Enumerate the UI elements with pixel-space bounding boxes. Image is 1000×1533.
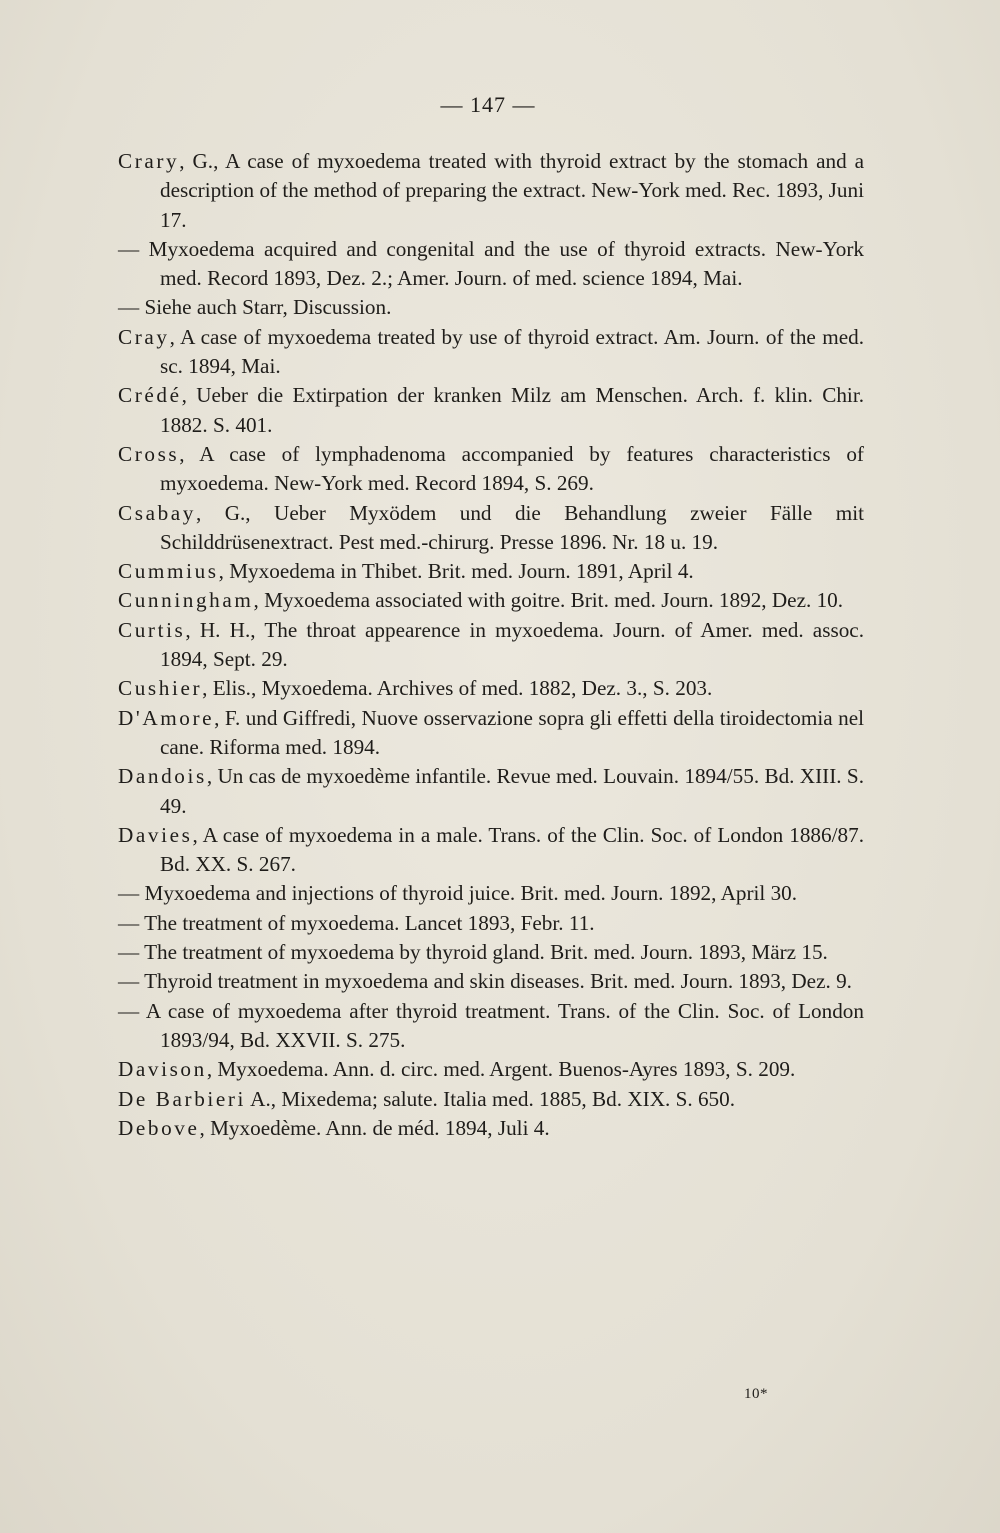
entry-text: The treatment of myxoedema by thyroid gland. Brit. med. Journ. 1893, März 15.	[139, 940, 828, 965]
bibliography-entry	[118, 674, 864, 703]
entry-text: , Un cas de myxoedème infantile. Revue med. Louvain. 1894/55. Bd. XIII. S. 49.	[160, 764, 864, 818]
bibliography-entry	[118, 323, 864, 382]
bibliography-entry	[118, 499, 864, 558]
entry-text: , A case of myxoedema in a male. Trans. of the Clin. Soc. of London 1886/87. Bd. XX. S. 267.	[160, 822, 864, 877]
bibliography-entry	[118, 879, 864, 908]
entry-author: Davison	[118, 1057, 207, 1082]
entry-author: De Barbieri	[118, 1086, 247, 1111]
bibliography-entry	[118, 1085, 864, 1114]
bibliography-entry	[118, 147, 864, 235]
entry-text: Myxoedema acquired and congenital and the use of thyroid extracts. New-York med. Record 1893, Dez. 2.; Amer. Journ. of med. science 1894, Mai.	[139, 236, 864, 291]
entry-text: , A case of myxoedema treated by use of thyroid extract. Am. Journ. of the med. sc. 1894, Mai.	[160, 324, 864, 379]
entry-text: Thyroid treatment in myxoedema and skin diseases. Brit. med. Journ. 1893, Dez. 9.	[139, 969, 852, 994]
bibliography-entry	[118, 1055, 864, 1084]
signature-mark: 10*	[744, 1386, 768, 1402]
entry-text: , Elis., Myxoedema. Archives of med. 1882, Dez. 3., S. 203.	[202, 676, 713, 701]
entry-text: , Myxoedema. Ann. d. circ. med. Argent. Buenos-Ayres 1893, S. 209.	[206, 1057, 796, 1082]
entry-text: , Ueber die Extirpation der kranken Milz am Menschen. Arch. f. klin. Chir. 1882. S. 401.	[160, 383, 864, 437]
bibliography-entry	[118, 704, 864, 763]
entry-text: , F. und Giffredi, Nuove osservazione sopra gli effetti della tiroidectomia nel cane. Riforma med. 1894.	[160, 705, 864, 759]
bibliography-entry	[118, 821, 864, 880]
entry-author: Crary	[118, 149, 180, 173]
entry-author: Csabay	[118, 500, 196, 525]
bibliography-entry	[118, 997, 864, 1056]
bibliography-entry	[118, 967, 864, 996]
bibliography-entry	[118, 1114, 864, 1143]
entry-text: A case of myxoedema after thyroid treatment. Trans. of the Clin. Soc. of London 1893/94, Bd. XXVII. S. 275.	[139, 998, 864, 1052]
entry-author: —	[118, 969, 140, 994]
entry-text: , H. H., The throat appearence in myxoedema. Journ. of Amer. med. assoc. 1894, Sept. 29.	[160, 617, 864, 672]
page-number: — 147 —	[440, 92, 536, 117]
entry-author: Cross	[118, 441, 180, 466]
bibliography-entry	[118, 762, 864, 821]
entry-author: —	[118, 881, 140, 906]
entry-text: Myxoedema and injections of thyroid juice. Brit. med. Journ. 1892, April 30.	[139, 881, 798, 906]
bibliography-entry	[118, 381, 864, 440]
entry-text: , G., A case of myxoedema treated with thyroid extract by the stomach and a description of the method of preparing the extract. New-York med. Rec. 1893, Juni 17.	[160, 149, 864, 232]
entry-author: D'Amore	[118, 705, 215, 730]
bibliography-entry	[118, 440, 864, 499]
entry-author: Cray	[118, 324, 170, 349]
bibliography-entry	[118, 909, 864, 938]
entry-author: Crédé	[118, 383, 182, 408]
bibliography-entry	[118, 235, 864, 294]
entry-text: , A case of lymphadenoma accompanied by features characteristics of myxoedema. New-York med. Record 1894, S. 269.	[160, 441, 864, 496]
entry-text: , Myxoedème. Ann. de méd. 1894, Juli 4.	[199, 1115, 550, 1140]
bibliography-list	[118, 147, 864, 1143]
entry-author: —	[118, 236, 140, 261]
entry-author: —	[118, 998, 140, 1023]
entry-author: Cushier	[118, 676, 203, 701]
entry-author: —	[118, 940, 140, 965]
bibliography-entry	[118, 938, 864, 967]
entry-author: Cummius	[118, 559, 219, 584]
entry-text: , Myxoedema associated with goitre. Brit. med. Journ. 1892, Dez. 10.	[253, 588, 844, 613]
entry-author: —	[118, 910, 140, 935]
entry-author: Davies	[118, 822, 193, 847]
bibliography-entry	[118, 293, 864, 322]
bibliography-entry	[118, 586, 864, 615]
entry-author: Cunningham	[118, 588, 254, 613]
entry-text: , Myxoedema in Thibet. Brit. med. Journ. 1891, April 4.	[218, 559, 694, 584]
entry-text: A., Mixedema; salute. Italia med. 1885, Bd. XIX. S. 650.	[246, 1086, 736, 1111]
entry-text: The treatment of myxoedema. Lancet 1893, Febr. 11.	[139, 910, 595, 935]
entry-author: Curtis	[118, 617, 186, 642]
entry-author: Debove	[118, 1115, 200, 1140]
entry-text: , G., Ueber Myxödem und die Behandlung zweier Fälle mit Schilddrüsenextract. Pest med.-chirurg. Presse 1896. Nr. 18 u. 19.	[160, 500, 864, 554]
entry-author: —	[118, 295, 140, 320]
entry-author: Dandois	[118, 764, 207, 789]
bibliography-entry	[118, 616, 864, 675]
bibliography-entry	[118, 557, 864, 586]
entry-text: Siehe auch Starr, Discussion.	[139, 295, 392, 320]
